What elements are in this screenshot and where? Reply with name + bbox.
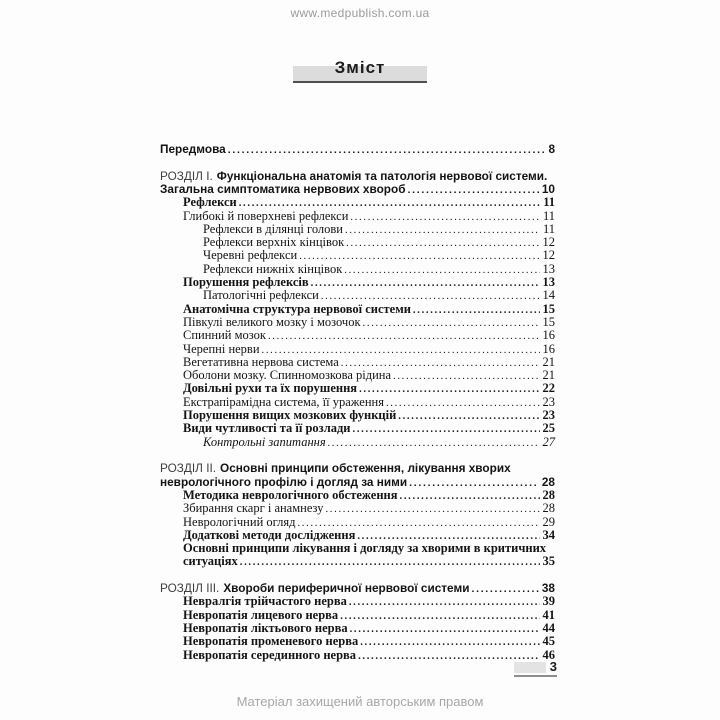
site-url: www.medpublish.com.ua [290, 6, 430, 20]
toc-entry-label: Функціональна анатомія та патологія нервової системи. [216, 168, 548, 183]
toc-entry-label: Контрольні запитання [203, 434, 326, 449]
toc-entry-label: Спинний мозок [183, 328, 266, 343]
toc-entry-page: 38 [541, 581, 555, 596]
toc-entry-chapter-prefix: РОЗДІЛ І. [160, 168, 213, 183]
toc-entry-dot-leader [359, 383, 539, 396]
page-number-block [514, 660, 557, 677]
toc-entry-page: 16 [542, 341, 555, 356]
toc-entry-page: 28 [542, 501, 555, 516]
toc-entry-label: Неврологічний огляд [183, 514, 296, 529]
toc-entry-label: Збирання скарг і анамнезу [183, 501, 324, 516]
toc-entry-label: Загальна симптоматика нервових хвороб [160, 181, 406, 196]
toc-entry-dot-leader [349, 596, 540, 609]
toc-entry [160, 476, 555, 489]
toc-entry [160, 329, 555, 342]
toc-entry-page: 27 [542, 434, 555, 449]
toc-entry [160, 356, 555, 369]
toc-entry [160, 502, 555, 515]
toc-entry [160, 529, 555, 542]
toc-entry-dot-leader [353, 423, 540, 436]
toc-entry-label: Екстрапірамідна система, її ураження [183, 394, 384, 409]
toc-entry [160, 210, 555, 223]
toc-entry-label: Півкулі великого мозку і мозочок [183, 314, 361, 329]
toc-entry [160, 196, 555, 209]
toc-entry-label: Невропатія лицевого нерва [183, 607, 339, 622]
toc-entry [160, 223, 555, 236]
toc-entry-dot-leader [409, 477, 539, 490]
page-title: Зміст [293, 57, 428, 83]
toc-entry-page: 35 [542, 554, 555, 569]
toc-entry-dot-leader [346, 237, 539, 250]
toc-entry-label: Патологічні рефлекси [203, 288, 319, 303]
page-number-shade [514, 662, 546, 673]
toc-entry [160, 409, 555, 422]
toc-entry [160, 582, 555, 595]
toc-entry-label: Довільні рухи та їх порушення [183, 381, 358, 396]
toc-list [160, 143, 555, 662]
toc-entry-page: 45 [542, 634, 555, 649]
toc-entry-dot-leader [328, 437, 540, 450]
toc-entry [160, 183, 555, 196]
toc-entry [160, 343, 555, 356]
toc-entry [160, 276, 555, 289]
toc-entry [160, 396, 555, 409]
toc-entry-label: Основні принципи лікування і догляду за хворими в критичних [183, 541, 547, 556]
toc-entry-page: 23 [542, 394, 555, 409]
toc-entry-label: Хвороби периферичної нервової системи [223, 581, 470, 596]
toc-entry-page: 21 [542, 354, 555, 369]
toc-entry-label: Рефлекси [183, 195, 237, 210]
toc-entry-page: 46 [542, 647, 555, 662]
toc-entry-page: 11 [542, 208, 555, 223]
toc-entry-page: 21 [542, 368, 555, 383]
toc-entry [160, 303, 555, 316]
toc-entry-page: 23 [542, 408, 555, 423]
toc-entry-chapter-prefix: РОЗДІЛ ІІІ. [160, 581, 220, 596]
toc-entry [160, 143, 555, 156]
toc-entry-dot-leader [400, 490, 540, 503]
toc-entry-label: неврологічного профілю і догляд за ними [160, 474, 408, 489]
toc-entry-dot-leader [413, 304, 540, 317]
toc-entry-page: 8 [548, 142, 555, 156]
toc-entry-page: 14 [542, 288, 555, 303]
toc-entry-page: 44 [542, 620, 555, 635]
toc-entry [160, 595, 555, 608]
toc-entry-page: 10 [541, 181, 555, 196]
toc-entry-dot-leader [398, 410, 539, 423]
toc-entry-page: 12 [542, 248, 555, 263]
toc-entry [160, 249, 555, 262]
toc-entry [160, 649, 555, 662]
toc-entry [160, 635, 555, 648]
toc-entry-label: Види чутливості та її розлади [183, 421, 351, 436]
toc-entry-page: 34 [542, 527, 555, 542]
toc-entry-label: Порушення вищих мозкових функцій [183, 408, 397, 423]
page-number: 3 [549, 659, 557, 674]
toc-entry-page: 13 [542, 275, 555, 290]
toc-entry-label: Невропатія ліктьового нерва [183, 620, 348, 635]
toc-entry-label: Глибокі й поверхневі рефлекси [183, 208, 349, 223]
toc-entry [160, 555, 555, 568]
toc-entry [160, 170, 555, 183]
toc-entry-dot-leader [407, 184, 538, 197]
toc-entry [160, 462, 555, 475]
toc-entry [160, 382, 555, 395]
toc-entry-dot-leader [358, 650, 539, 663]
toc-entry-label: Методика неврологічного обстеження [183, 487, 398, 502]
toc-entry-label: Невропатія променевого нерва [183, 634, 359, 649]
toc-entry-page: 15 [542, 301, 555, 316]
toc-entry [160, 436, 555, 449]
toc-entry-page: 11 [542, 221, 555, 236]
toc-entry-label: Додаткові методи дослідження [183, 527, 356, 542]
toc-entry-dot-leader [228, 144, 546, 157]
toc-entry-page: 16 [542, 328, 555, 343]
toc-entry [160, 516, 555, 529]
toc-entry-page: 28 [542, 487, 555, 502]
toc-entry-label: Оболони мозку. Спинномозкова рідина [183, 368, 392, 383]
toc-entry-label: Порушення рефлексів [183, 275, 309, 290]
toc-entry [160, 609, 555, 622]
toc-entry-dot-leader [345, 224, 540, 237]
toc-entry-label: ситуаціях [183, 554, 238, 569]
toc-entry-label: Вегетативна нервова система [183, 354, 339, 369]
toc-entry-page: 11 [543, 195, 555, 210]
toc-entry [160, 422, 555, 435]
toc-entry-page: 41 [542, 607, 555, 622]
toc-entry [160, 289, 555, 302]
toc-entry [160, 489, 555, 502]
toc-entry-page: 12 [542, 235, 555, 250]
toc-entry-dot-leader [325, 503, 539, 516]
toc-entry-label: Невропатія серединного нерва [183, 647, 357, 662]
toc-entry [160, 542, 555, 555]
toc-entry-dot-leader [360, 636, 539, 649]
toc-entry-page: 29 [542, 514, 555, 529]
toc-entry-dot-leader [363, 317, 540, 330]
toc-entry [160, 316, 555, 329]
toc-entry-page: 13 [542, 261, 555, 276]
toc-entry-label: Анатомічна структура нервової системи [183, 301, 411, 316]
toc-entry-label: Невралгія трійчастого нерва [183, 594, 347, 609]
toc-entry [160, 263, 555, 276]
toc-entry-dot-leader [386, 397, 540, 410]
toc-entry [160, 236, 555, 249]
copyright-notice: Матеріал захищений авторським правом [236, 694, 484, 709]
toc-entry-dot-leader [311, 277, 540, 290]
toc-entry-dot-leader [340, 610, 539, 623]
toc-entry-page: 39 [542, 594, 555, 609]
toc-entry-dot-leader [350, 211, 540, 224]
toc-entry-label: Основні принципи обстеження, лікування хворих [220, 461, 511, 476]
toc-entry-label: Рефлекси верхніх кінцівок [203, 235, 345, 250]
toc-entry-dot-leader [240, 556, 540, 569]
toc-entry-page: 15 [542, 314, 555, 329]
toc-entry-dot-leader [471, 583, 538, 596]
title-row [0, 57, 720, 83]
toc-entry-page: 28 [541, 474, 555, 489]
toc-entry-dot-leader [344, 264, 539, 277]
toc-entry-page: 22 [542, 381, 555, 396]
toc-entry-label: Черевні рефлекси [203, 248, 298, 263]
toc-entry-chapter-prefix: РОЗДІЛ ІІ. [160, 461, 217, 476]
toc-entry-dot-leader [268, 330, 540, 343]
toc-entry-label: Рефлекси нижніх кінцівок [203, 261, 343, 276]
toc-entry-label: Передмова [160, 142, 226, 156]
toc-entry-dot-leader [350, 623, 540, 636]
toc-entry-label: Черепні нерви [183, 341, 260, 356]
toc-entry-page: 25 [542, 421, 555, 436]
toc-entry-label: Рефлекси в ділянці голови [203, 221, 343, 236]
toc-entry-dot-leader [393, 370, 539, 383]
toc-entry [160, 369, 555, 382]
toc-entry [160, 622, 555, 635]
